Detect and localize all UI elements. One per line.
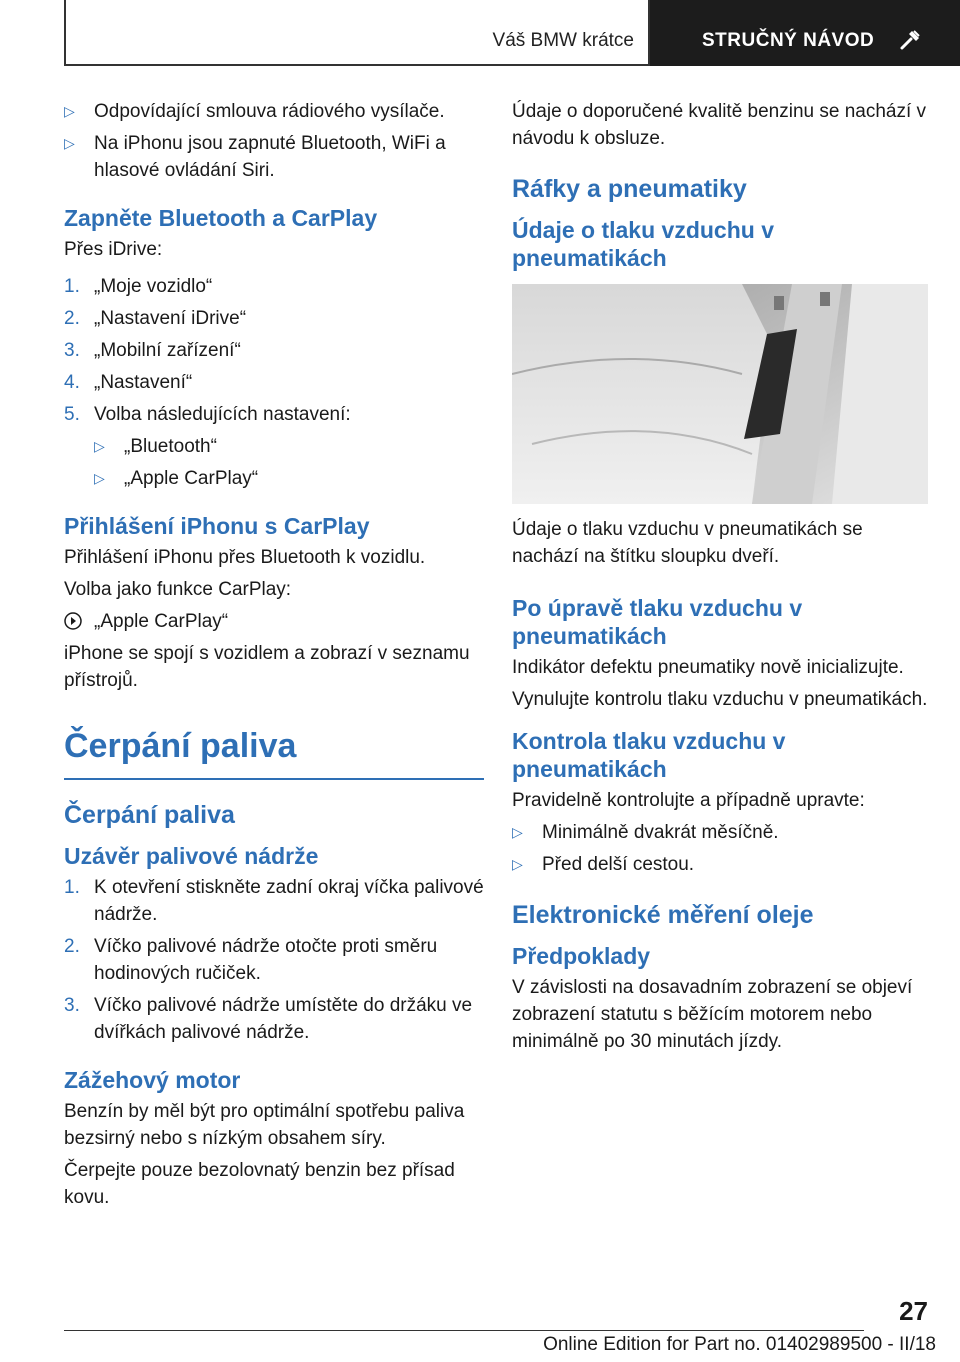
figure-caption: Údaje o tlaku vzduchu v pneumatikách se nachází na štítku sloupku dveří.	[512, 519, 863, 567]
section-title-fuel: Čerpání paliva	[64, 801, 235, 829]
list-item: ▷ Před delší cestou.	[512, 851, 932, 878]
heading-pressure-check: Kontrola tlaku vzduchu v pneumatikách	[512, 728, 786, 782]
door-pillar-label-photo	[512, 284, 928, 504]
heading-fuel-cap: Uzávěr palivové nádrže	[64, 843, 319, 869]
numbered-step: 1. K otevření stiskněte zadní okraj víčka palivové nádrže.	[64, 877, 484, 925]
heading-after-pressure-adjust: Po úpravě tlaku vzduchu v pneumatikách	[512, 595, 803, 649]
paragraph: Volba jako funkce CarPlay:	[64, 579, 292, 600]
numbered-step: 2. Víčko palivové nádrže otočte proti směru hodinových ručiček.	[64, 936, 438, 984]
triangle-bullet-icon: ▷	[94, 470, 105, 486]
chapter-title-fuel: Čerpání paliva	[64, 726, 484, 780]
triangle-bullet-icon: ▷	[64, 135, 75, 151]
triangle-bullet-icon: ▷	[94, 438, 105, 454]
paragraph: Čerpejte pouze bezolovnatý benzin bez přísad kovu.	[64, 1160, 455, 1208]
numbered-step: 4. „Nastavení“	[64, 372, 193, 393]
heading-bluetooth-carplay: Zapněte Bluetooth a CarPlay	[64, 205, 378, 231]
wrench-icon	[898, 28, 922, 52]
numbered-step: 3. „Mobilní zařízení“	[64, 340, 241, 361]
header-section-box	[64, 0, 650, 66]
triangle-bullet-icon: ▷	[512, 824, 523, 840]
paragraph: Pravidelně kontrolujte a případně upravte:	[512, 790, 865, 811]
paragraph: iPhone se spojí s vozidlem a zobrazí v seznamu přístrojů.	[64, 643, 470, 691]
list-item: ▷ „Bluetooth“	[94, 433, 484, 460]
paragraph: Přihlášení iPhonu přes Bluetooth k vozidlu.	[64, 547, 426, 568]
paragraph: Vynulujte kontrolu tlaku vzduchu v pneumatikách.	[512, 689, 928, 710]
list-item: ▷ Minimálně dvakrát měsíčně.	[512, 819, 932, 846]
header-section-title: Váš BMW krátce	[492, 30, 634, 51]
play-circle-icon	[64, 612, 82, 630]
left-column	[64, 98, 484, 1216]
section-title-wheels: Ráfky a pneumatiky	[512, 175, 747, 203]
header-badge-box	[650, 0, 960, 66]
heading-gasoline-engine: Zážehový motor	[64, 1067, 241, 1093]
numbered-step: 5. Volba následujících nastavení:	[64, 404, 351, 425]
command-item: „Apple CarPlay“	[64, 608, 484, 635]
paragraph: V závislosti na dosavadním zobrazení se objeví zobrazení statutu s běžícím motorem nebo minimálně po 30 minutách jízdy.	[512, 977, 913, 1052]
list-item: ▷ Odpovídající smlouva rádiového vysílače.	[64, 98, 484, 125]
numbered-step: 2. „Nastavení iDrive“	[64, 308, 247, 329]
heading-prerequisites: Předpoklady	[512, 943, 651, 969]
header-badge-text: STRUČNÝ NÁVOD	[702, 30, 875, 51]
heading-iphone-login: Přihlášení iPhonu s CarPlay	[64, 513, 370, 539]
triangle-bullet-icon: ▷	[512, 856, 523, 872]
list-item: ▷ Na iPhonu jsou zapnuté Bluetooth, WiFi a hlasové ovládání Siri.	[64, 130, 484, 184]
paragraph: Indikátor defektu pneumatiky nově inicializujte.	[512, 657, 904, 678]
page-header	[64, 0, 960, 66]
heading-tire-pressure: Údaje o tlaku vzduchu v pneumatikách	[512, 217, 774, 271]
footer-edition: Online Edition for Part no. 01402989500 - II/18	[543, 1334, 936, 1355]
paragraph: Údaje o doporučené kvalitě benzinu se nachází v návodu k obsluze.	[512, 101, 927, 149]
triangle-bullet-icon: ▷	[64, 103, 75, 119]
numbered-step: 3. Víčko palivové nádrže umístěte do držáku ve dvířkách palivové nádrže.	[64, 995, 473, 1043]
paragraph: Přes iDrive:	[64, 239, 163, 260]
paragraph: Benzín by měl být pro optimální spotřebu paliva bezsirný nebo s nízkým obsahem síry.	[64, 1101, 465, 1149]
footer-divider	[64, 1330, 864, 1331]
right-column	[512, 98, 932, 1060]
page-number: 27	[899, 1296, 928, 1326]
numbered-step: 1. „Moje vozidlo“	[64, 276, 213, 297]
list-item: ▷ „Apple CarPlay“	[94, 465, 484, 492]
section-title-oil-measurement: Elektronické měření oleje	[512, 901, 814, 929]
